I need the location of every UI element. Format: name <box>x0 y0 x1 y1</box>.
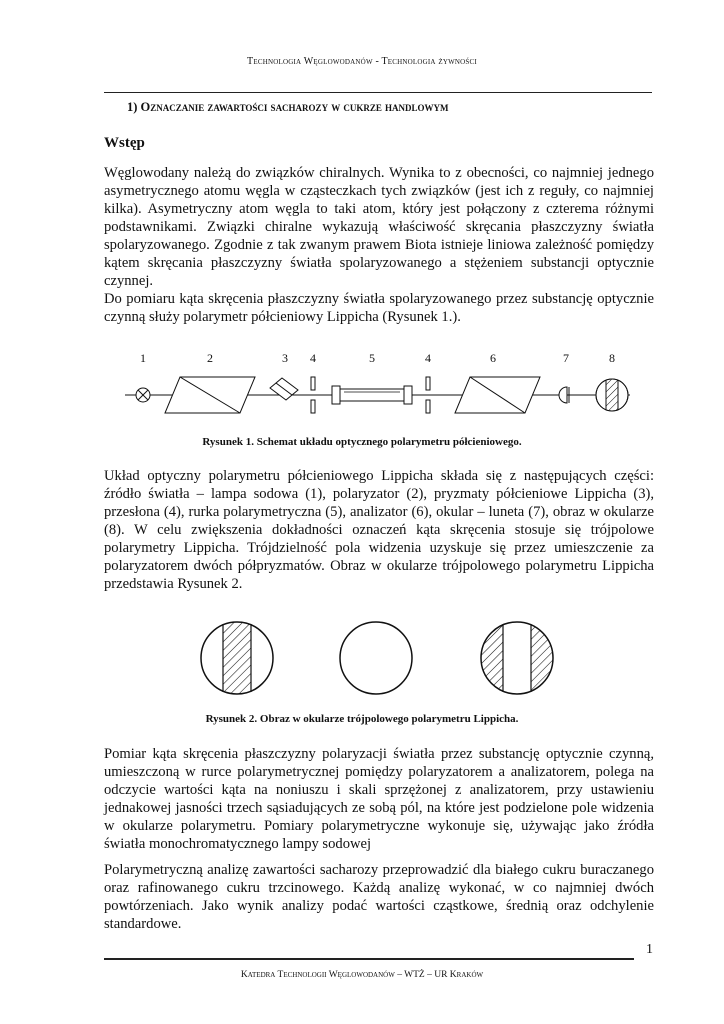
view-uniform-field <box>340 622 412 694</box>
lippich-half-prisms-symbol <box>270 378 298 400</box>
page-number: 1 <box>646 942 653 957</box>
polarizer-prism-symbol <box>165 377 255 413</box>
paragraph-1: Węglowodany należą do związków chiralnych. Wynika to z obecności, co najmniej jednego asymetrycznego atomu węgla w cząsteczkach tych związków (jest ich z reguły, co najmniej kilka). Asymetryczny atom węgla to taki atom, który jest połączony z czterema różnymi podstawnikami. Związki chiralne wykazują właściwość skręcania płaszczyzny światła spolaryzowanego. Zgodnie z tak zwanym prawem Biota istnieje liniowa zależność pomiędzy kątem skręcania płaszczyzny światła spolaryzowanego a stężeniem substancji optycznie czynnej. <box>104 165 654 289</box>
running-header: Technologia Węglowodanów - Technologia żywności <box>247 56 477 67</box>
paragraph-3: Układ optyczny polarymetru półcieniowego Lippicha składa się z następujących części: źródło światła – lampa sodowa (1), polaryzator (2), pryzmaty półcieniowe Lippicha (3), przesłona (4), rurka polarymetryczna (5), analizator (6), okular – luneta (7), obraz w okularze (8). W celu zwiększenia dokładności oznaczeń kąta skręcenia stosuje się trójpolowe polarymetry Lippicha. Trójdzielność pola widzenia uzyskuje się przez umieszczenie za polaryzatorem dwóch półpryzmatów. Obraz w okularze trójpolowego polarymetru Lippicha przedstawia Rysunek 2. <box>104 468 654 592</box>
view-middle-field-dark <box>201 620 273 698</box>
figure-2-caption: Rysunek 2. Obraz w okularze trójpolowego polarymetru Lippicha. <box>205 713 519 725</box>
view-outer-fields-dark <box>480 620 554 698</box>
heading-intro: Wstęp <box>104 135 145 151</box>
header-rule <box>104 92 652 93</box>
eyepiece-symbol <box>559 387 569 403</box>
running-footer: Katedra Technologii Węglowodanów – WTŻ – UR Kraków <box>240 970 484 980</box>
polarimeter-tube-symbol <box>332 386 412 404</box>
section-title: 1) Oznaczanie zawartości sacharozy w cukrze handlowym <box>127 100 449 114</box>
analyzer-prism-symbol <box>455 377 540 413</box>
fig1-label: 7 <box>563 351 569 365</box>
fig1-label: 5 <box>369 351 375 365</box>
fig1-label: 2 <box>207 351 213 365</box>
paragraph-2: Do pomiaru kąta skręcenia płaszczyzny światła spolaryzowanego przez substancję optycznie czynną służy polarymetr półcieniowy Lippicha (Rysunek 1.). <box>104 291 654 325</box>
figure-1-caption: Rysunek 1. Schemat układu optycznego polarymetru półcieniowego. <box>202 436 522 448</box>
paragraph-5: Polarymetryczną analizę zawartości sacharozy przeprowadzić dla białego cukru buraczanego oraz rafinowanego cukru trzcinowego. Każdą analizę wykonać, w co najmniej dwóch powtórzeniach. Jako wynik analizy podać wartości cząstkowe, średnią oraz odchylenie standardowe. <box>104 862 654 932</box>
paragraph-4: Pomiar kąta skręcenia płaszczyzny polaryzacji światła przez substancję optycznie czynną, umieszczoną w rurce polarymetrycznej pomiędzy polaryzatorem a analizatorem, polega na odczycie wartości kąta na noniuszu i skali sprzężonej z analizatorem, przy ustawieniu jednakowej jasności trzech sąsiadujących ze sobą pól, na które jest podzielone pole widzenia w okularze polarymetru. Pomiary polarymetryczne wykonuje się, używając jako źródła światła monochromatycznego lampy sodowej <box>104 746 654 852</box>
figure-2-three-field-view <box>0 610 724 710</box>
light-source-symbol <box>136 388 150 402</box>
fig1-label: 8 <box>609 351 615 365</box>
figure-1-polarimeter-scheme <box>0 340 724 430</box>
fig1-label: 6 <box>490 351 496 365</box>
eyepiece-view-symbol <box>596 379 628 411</box>
fig1-label: 4 <box>310 351 316 365</box>
fig1-label: 4 <box>425 351 431 365</box>
footer-rule <box>104 958 634 960</box>
fig1-label: 1 <box>140 351 146 365</box>
fig1-label: 3 <box>282 351 288 365</box>
